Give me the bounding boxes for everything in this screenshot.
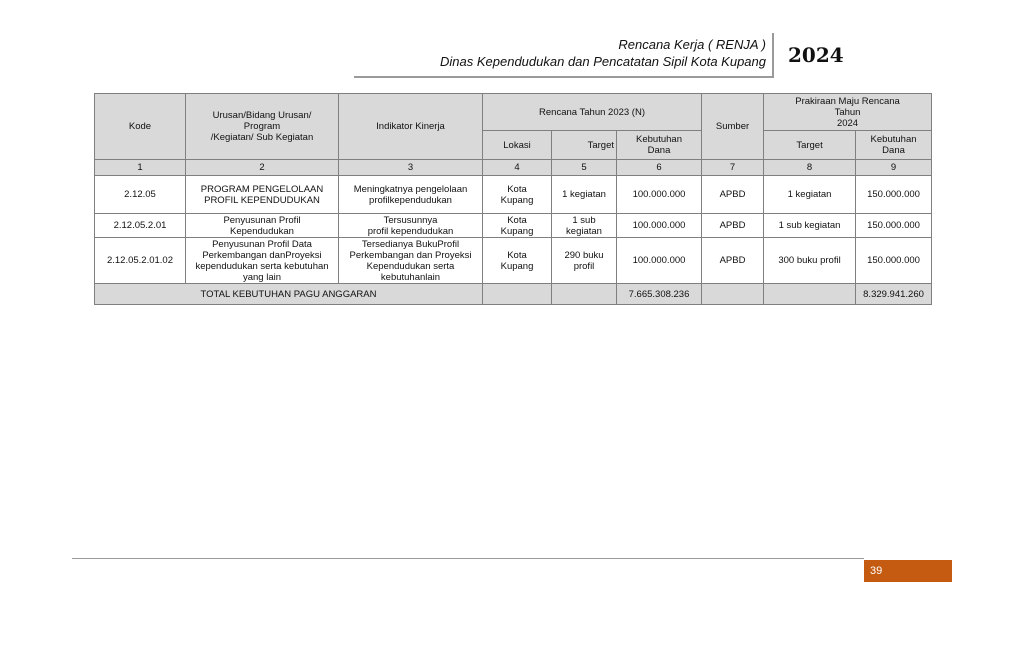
row-target bbox=[552, 238, 617, 284]
header-rencana: Rencana Tahun 2023 (N) bbox=[483, 94, 702, 131]
row-target2: 300 buku profil bbox=[764, 238, 856, 284]
header-urusan-line: Urusan/Bidang Urusan/ bbox=[212, 110, 312, 121]
row-target-line: profil bbox=[573, 260, 595, 272]
column-number: 1 bbox=[95, 160, 186, 176]
header-prakiraan-line: 2024 bbox=[836, 117, 859, 129]
header-kode: Kode bbox=[95, 94, 186, 160]
column-number-row bbox=[95, 160, 932, 176]
column-number: 7 bbox=[702, 160, 764, 176]
row-lokasi-line: Kota bbox=[507, 214, 527, 226]
row-urusan-line: PROGRAM PENGELOLAAN bbox=[200, 183, 324, 195]
header-kebutuhan2-line: Kebutuhan bbox=[870, 134, 917, 145]
row-urusan-line: kependudukan serta kebutuhan bbox=[195, 260, 329, 272]
total-row bbox=[95, 284, 932, 305]
page-number-box bbox=[864, 560, 952, 582]
header-target2: Target bbox=[764, 131, 856, 160]
header-indikator: Indikator Kinerja bbox=[339, 94, 483, 160]
row-urusan-line: PROFIL KEPENDUDUKAN bbox=[204, 194, 320, 206]
row-lokasi bbox=[483, 238, 552, 284]
column-number: 2 bbox=[186, 160, 339, 176]
column-number: 3 bbox=[339, 160, 483, 176]
row-target2: 1 kegiatan bbox=[764, 176, 856, 214]
header-year: 2024 bbox=[788, 43, 844, 67]
row-sumber: APBD bbox=[702, 176, 764, 214]
table-row bbox=[95, 238, 932, 284]
header-urusan-line: /Kegiatan/ Sub Kegiatan bbox=[210, 132, 314, 143]
row-indikator-line: Perkembangan dan Proyeksi bbox=[349, 249, 472, 261]
row-urusan bbox=[186, 176, 339, 214]
row-lokasi-line: Kupang bbox=[500, 225, 534, 237]
row-indikator-line: Meningkatnya pengelolaan bbox=[353, 183, 468, 195]
row-kode: 2.12.05.2.01.02 bbox=[95, 238, 186, 284]
row-kebutuhan: 100.000.000 bbox=[617, 238, 702, 284]
header-kebutuhan2 bbox=[856, 131, 932, 160]
row-target-line: 1 sub bbox=[572, 214, 596, 226]
header-subtitle: Dinas Kependudukan dan Pencatatan Sipil Kota Kupang bbox=[440, 54, 766, 69]
total-empty bbox=[483, 284, 552, 305]
table-row bbox=[95, 176, 932, 214]
row-indikator-line: Tersusunnya bbox=[383, 214, 438, 226]
row-indikator-line: profilkependudukan bbox=[369, 194, 452, 206]
row-urusan-line: Penyusunan Profil bbox=[223, 214, 301, 226]
header-title: Rencana Kerja ( RENJA ) bbox=[618, 37, 766, 52]
row-lokasi bbox=[483, 214, 552, 238]
total-empty bbox=[764, 284, 856, 305]
total-kebutuhan: 7.665.308.236 bbox=[617, 284, 702, 305]
row-indikator-line: profil kependudukan bbox=[367, 225, 454, 237]
header-kebutuhan-line: Dana bbox=[647, 145, 671, 156]
row-indikator bbox=[339, 176, 483, 214]
row-kebutuhan: 100.000.000 bbox=[617, 176, 702, 214]
row-urusan-line: Penyusunan Profil Data bbox=[212, 238, 312, 250]
row-sumber: APBD bbox=[702, 214, 764, 238]
row-indikator-line: kebutuhanlain bbox=[380, 271, 441, 283]
row-kebutuhan2: 150.000.000 bbox=[856, 214, 932, 238]
header-kebutuhan bbox=[617, 131, 702, 160]
row-kebutuhan2: 150.000.000 bbox=[856, 238, 932, 284]
row-target-line: kegiatan bbox=[566, 225, 602, 237]
header-lokasi: Lokasi bbox=[483, 131, 552, 160]
footer-rule bbox=[72, 558, 864, 559]
total-empty bbox=[702, 284, 764, 305]
row-kebutuhan2: 150.000.000 bbox=[856, 176, 932, 214]
row-lokasi bbox=[483, 176, 552, 214]
header-prakiraan-line: Tahun bbox=[834, 106, 861, 118]
row-kode: 2.12.05 bbox=[95, 176, 186, 214]
header-prakiraan-line: Prakiraan Maju Rencana bbox=[795, 95, 900, 107]
renja-table bbox=[94, 93, 932, 305]
header-kebutuhan2-line: Dana bbox=[882, 145, 905, 156]
header-rule bbox=[354, 76, 774, 78]
row-target bbox=[552, 214, 617, 238]
row-urusan-line: Perkembangan danProyeksi bbox=[202, 249, 322, 261]
table-row bbox=[95, 214, 932, 238]
header-prakiraan bbox=[764, 94, 932, 131]
row-sumber: APBD bbox=[702, 238, 764, 284]
row-kebutuhan: 100.000.000 bbox=[617, 214, 702, 238]
row-kode: 2.12.05.2.01 bbox=[95, 214, 186, 238]
row-indikator bbox=[339, 238, 483, 284]
row-lokasi-line: Kota bbox=[507, 249, 527, 261]
row-lokasi-line: Kota bbox=[507, 183, 527, 195]
total-label: TOTAL KEBUTUHAN PAGU ANGGARAN bbox=[95, 284, 483, 305]
column-number: 6 bbox=[617, 160, 702, 176]
row-target-line: 290 buku bbox=[564, 249, 604, 261]
page-number: 39 bbox=[870, 565, 883, 577]
header-divider bbox=[772, 33, 774, 78]
column-number: 9 bbox=[856, 160, 932, 176]
column-number: 4 bbox=[483, 160, 552, 176]
row-urusan-line: yang lain bbox=[242, 271, 282, 283]
row-target bbox=[552, 176, 617, 214]
header-sumber: Sumber bbox=[702, 94, 764, 160]
row-indikator bbox=[339, 214, 483, 238]
header-target: Target bbox=[552, 131, 617, 160]
row-indikator-line: Tersedianya BukuProfil bbox=[361, 238, 460, 250]
header-urusan-line: Program bbox=[243, 121, 281, 132]
row-urusan bbox=[186, 214, 339, 238]
header-urusan bbox=[186, 94, 339, 160]
document-header bbox=[352, 33, 770, 77]
total-empty bbox=[552, 284, 617, 305]
row-target2: 1 sub kegiatan bbox=[764, 214, 856, 238]
header-kebutuhan-line: Kebutuhan bbox=[636, 134, 682, 145]
row-urusan bbox=[186, 238, 339, 284]
row-target-line: 1 kegiatan bbox=[562, 189, 606, 200]
column-number: 5 bbox=[552, 160, 617, 176]
row-lokasi-line: Kupang bbox=[500, 260, 534, 272]
column-number: 8 bbox=[764, 160, 856, 176]
row-urusan-line: Kependudukan bbox=[230, 225, 294, 237]
row-lokasi-line: Kupang bbox=[500, 194, 534, 206]
row-indikator-line: Kependudukan serta bbox=[366, 260, 455, 272]
total-kebutuhan2: 8.329.941.260 bbox=[856, 284, 932, 305]
